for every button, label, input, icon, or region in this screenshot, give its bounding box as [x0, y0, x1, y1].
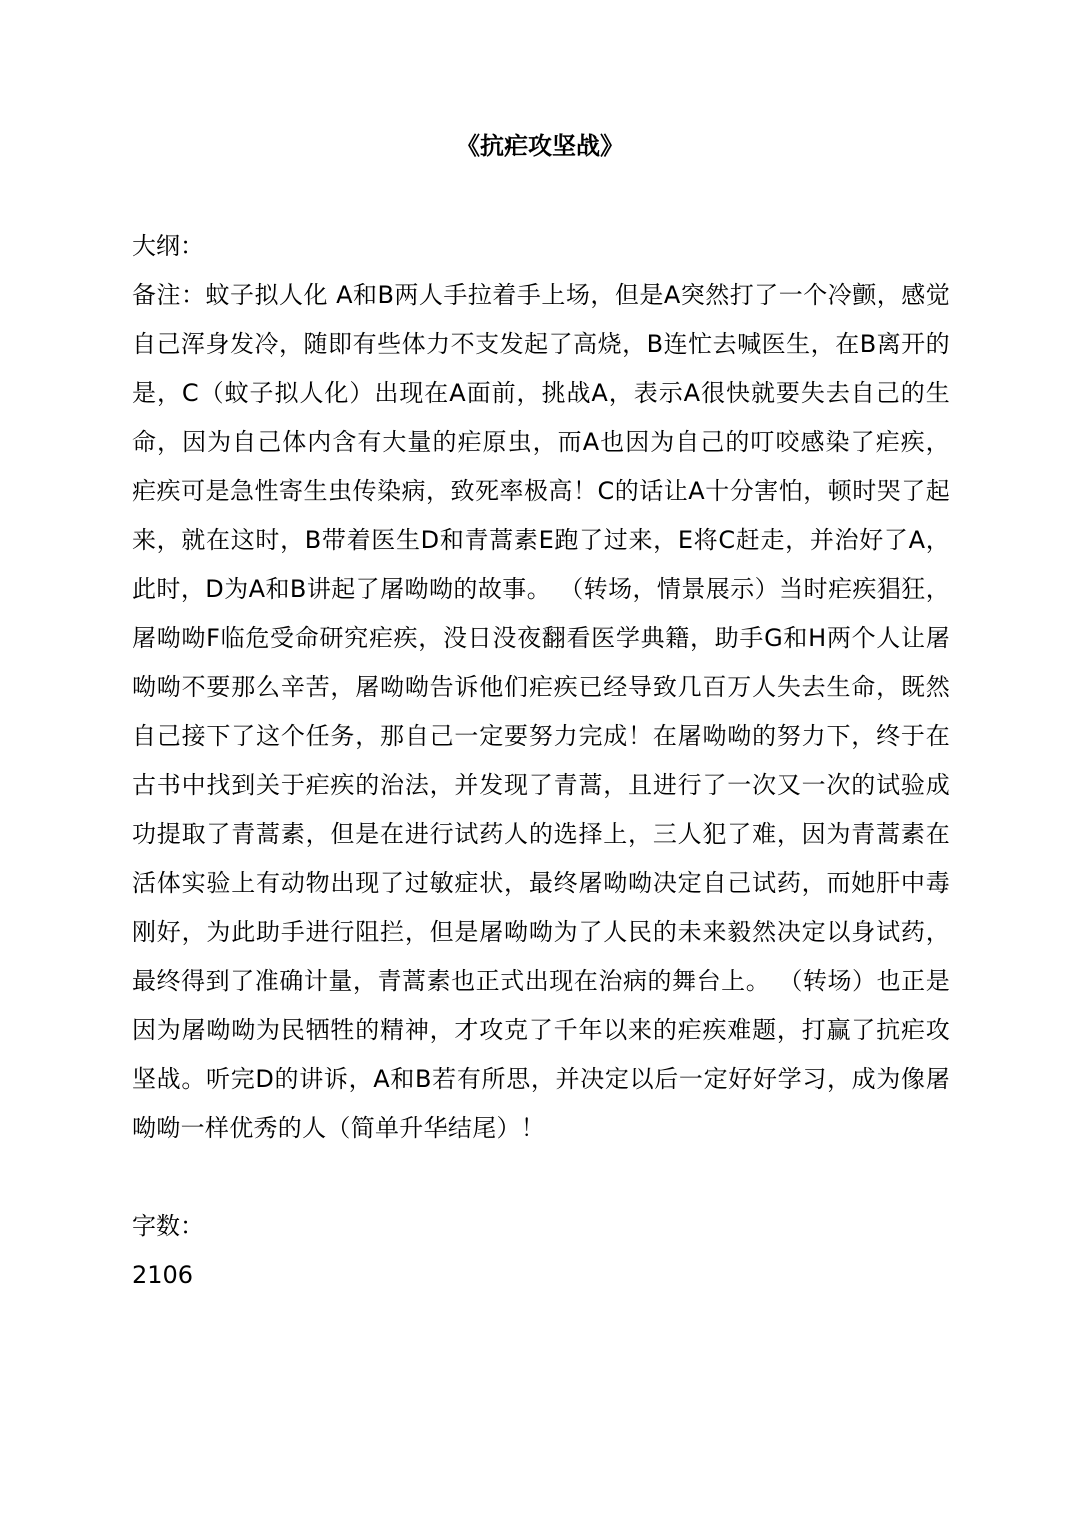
paragraph-gap: [132, 1153, 950, 1202]
word-count-value: 2106: [132, 1261, 194, 1289]
document-title: 《抗疟攻坚战》: [456, 131, 624, 160]
document-content: [132, 222, 950, 1300]
outline-label: 大纲：: [132, 232, 204, 260]
outline-body-paragraph: 备注：蚊子拟人化 A和B两人手拉着手上场，但是A突然打了一个冷颤，感觉自己浑身发冷，随即有些体力不支发起了高烧，B连忙去喊医生，在B离开的是，C（蚊子拟人化）出现在A面前，挑战A，表示A很快就要失去自己的生命，因为自己体内含有大量的疟原虫，而A也因为自己的叮咬感染了疟疾，疟疾可是急性寄生虫传染病，致死率极高！C的话让A十分害怕，顿时哭了起来，就在这时，B带着医生D和青蒿素E跑了过来，E将C赶走，并治好了A，此时，D为A和B讲起了屠呦呦的故事。 （转场，情景展示）当时疟疾猖狂，屠呦呦F临危受命研究疟疾，没日没夜翻看医学典籍，助手G和H两个人让屠呦呦不要那么辛苦，屠呦呦告诉他们疟疾已经导致几百万人失去生命，既然自己接下了这个任务，那自己一定要努力完成！在屠呦呦的努力下，终于在古书中找到关于疟疾的治法，并发现了青蒿，且进行了一次又一次的试验成功提取了青蒿素，但是在进行试药人的选择上，三人犯了难，因为青蒿素在活体实验上有动物出现了过敏症状，最终屠呦呦决定自己试药，而她肝中毒刚好，为此助手进行阻拦，但是屠呦呦为了人民的未来毅然决定以身试药，最终得到了准确计量，青蒿素也正式出现在治病的舞台上。 （转场）也正是因为屠呦呦为民牺牲的精神，才攻克了千年以来的疟疾难题，打赢了抗疟攻坚战。听完D的讲诉，A和B若有所思，并决定以后一定好好学习，成为像屠呦呦一样优秀的人（简单升华结尾）！: [132, 281, 950, 1142]
word-count-label: 字数：: [132, 1212, 204, 1240]
